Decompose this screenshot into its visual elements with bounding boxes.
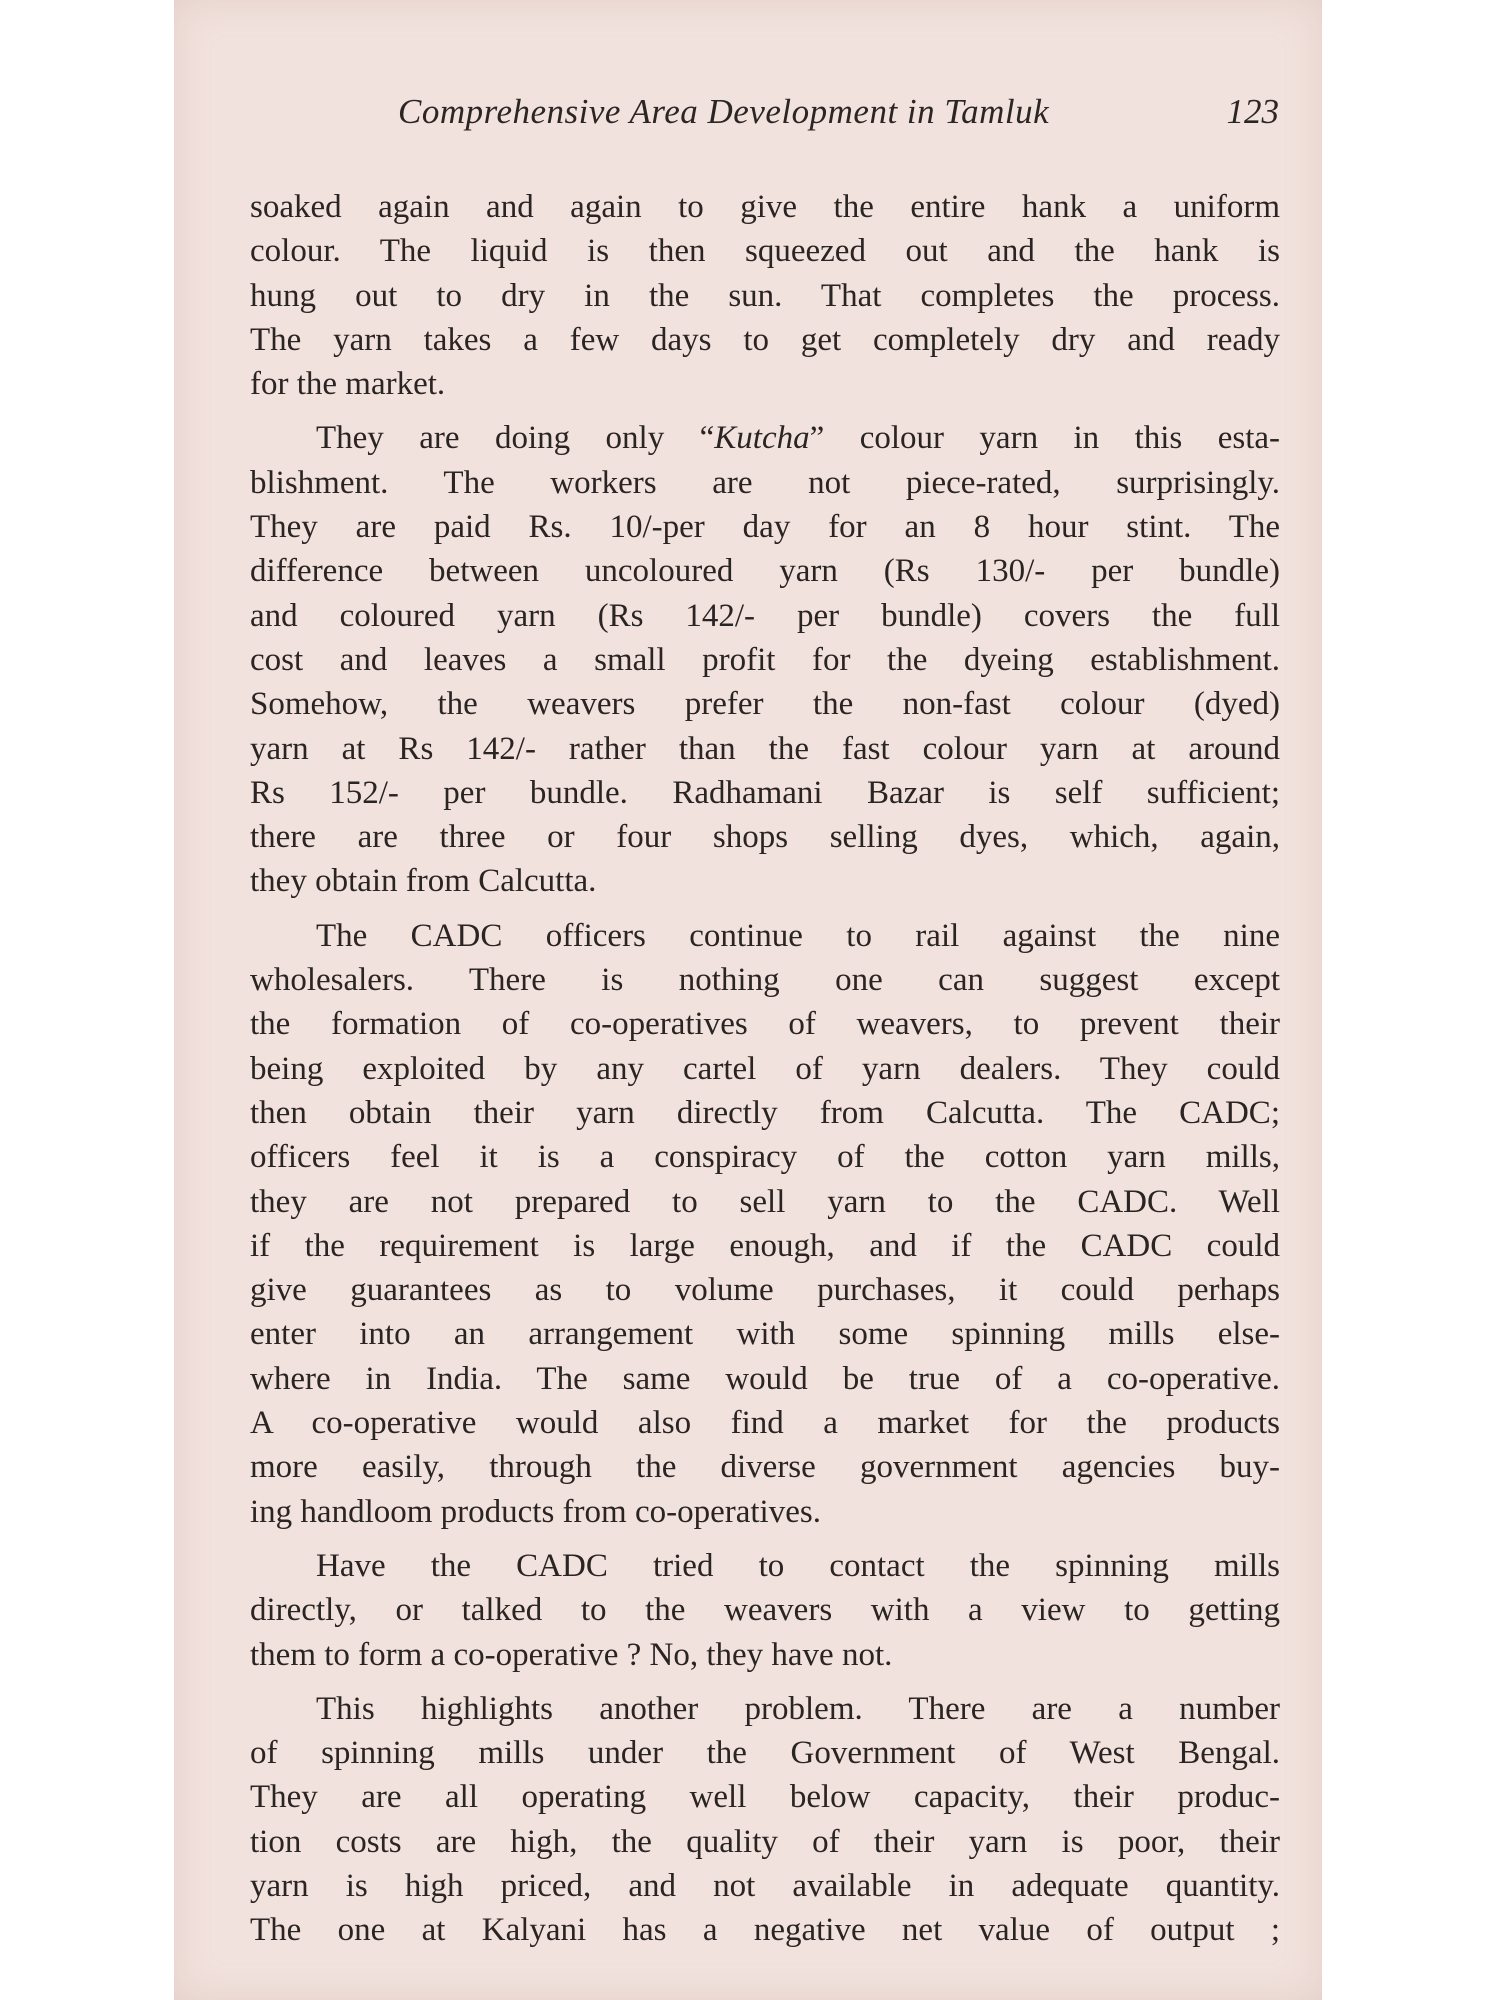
text-line: Somehow, the weavers prefer the non-fast colour (dyed) [250, 686, 1280, 723]
text-line: being exploited by any cartel of yarn dealers. They could [250, 1050, 1280, 1087]
text-line: yarn at Rs 142/- rather than the fast colour yarn at around [250, 730, 1280, 767]
text-line: of spinning mills under the Government of West Bengal. [250, 1735, 1280, 1772]
text-line: Have the CADC tried to contact the spinning mills [316, 1547, 1280, 1584]
body-text [250, 185, 1280, 1963]
text-line: there are three or four shops selling dyes, which, again, [250, 819, 1280, 856]
paragraph-3 [250, 914, 1280, 1534]
text-line: hung out to dry in the sun. That completes the process. [250, 277, 1280, 314]
text-line: directly, or talked to the weavers with a view to getting [250, 1592, 1280, 1629]
text-line: cost and leaves a small profit for the dyeing establishment. [250, 641, 1280, 678]
text-line: They are all operating well below capacity, their produc- [250, 1779, 1280, 1816]
running-title: Comprehensive Area Development in Tamluk [398, 92, 1050, 131]
italic-term: Kutcha [714, 420, 810, 457]
text-line: the formation of co-operatives of weavers, to prevent their [250, 1006, 1280, 1043]
text-line: blishment. The workers are not piece-rated, surprisingly. [250, 464, 1280, 501]
text-line: wholesalers. There is nothing one can suggest except [250, 962, 1280, 999]
text-line: and coloured yarn (Rs 142/- per bundle) covers the full [250, 597, 1280, 634]
text-line: A co-operative would also find a market for the products [250, 1405, 1280, 1442]
paragraph-2 [250, 416, 1280, 903]
text-line: ing handloom products from co-operatives. [250, 1493, 821, 1530]
text-line: soaked again and again to give the entire hank a uniform [250, 189, 1280, 225]
text-line: yarn is high priced, and not available in adequate quantity. [250, 1867, 1280, 1904]
text-line: They are paid Rs. 10/-per day for an 8 hour stint. The [250, 509, 1280, 546]
text-line: they obtain from Calcutta. [250, 863, 597, 900]
text-line: tion costs are high, the quality of their yarn is poor, their [250, 1823, 1280, 1860]
text-line: difference between uncoloured yarn (Rs 130/- per bundle) [250, 553, 1280, 590]
text-line: The CADC officers continue to rail against the nine [316, 917, 1280, 954]
text-line: This highlights another problem. There are a number [316, 1690, 1280, 1727]
text-line: give guarantees as to volume purchases, it could perhaps [250, 1272, 1280, 1309]
text-line: The yarn takes a few days to get completely dry and ready [250, 321, 1280, 358]
text-line: They are doing only “Kutcha” colour yarn in this esta- [316, 420, 1280, 457]
paragraph-1 [250, 185, 1280, 406]
text-line: then obtain their yarn directly from Calcutta. The CADC; [250, 1094, 1280, 1131]
text-line: Rs 152/- per bundle. Radhamani Bazar is self sufficient; [250, 774, 1280, 811]
text-line: where in India. The same would be true of a co-operative. [250, 1360, 1280, 1397]
paragraph-4 [250, 1544, 1280, 1677]
text-line: officers feel it is a conspiracy of the cotton yarn mills, [250, 1139, 1280, 1176]
text-line: them to form a co-operative ? No, they have not. [250, 1636, 893, 1673]
paragraph-5 [250, 1687, 1280, 1953]
text-line: colour. The liquid is then squeezed out and the hank is [250, 233, 1280, 270]
text-line: they are not prepared to sell yarn to the CADC. Well [250, 1183, 1280, 1220]
text-line: enter into an arrangement with some spinning mills else- [250, 1316, 1280, 1353]
page-number: 123 [1226, 92, 1279, 131]
page-header [228, 92, 1291, 142]
text-line: more easily, through the diverse government agencies buy- [250, 1449, 1280, 1486]
text-line: for the market. [250, 366, 446, 403]
text-line: The one at Kalyani has a negative net value of output ; [250, 1912, 1280, 1949]
text-line: if the requirement is large enough, and if the CADC could [250, 1227, 1280, 1264]
